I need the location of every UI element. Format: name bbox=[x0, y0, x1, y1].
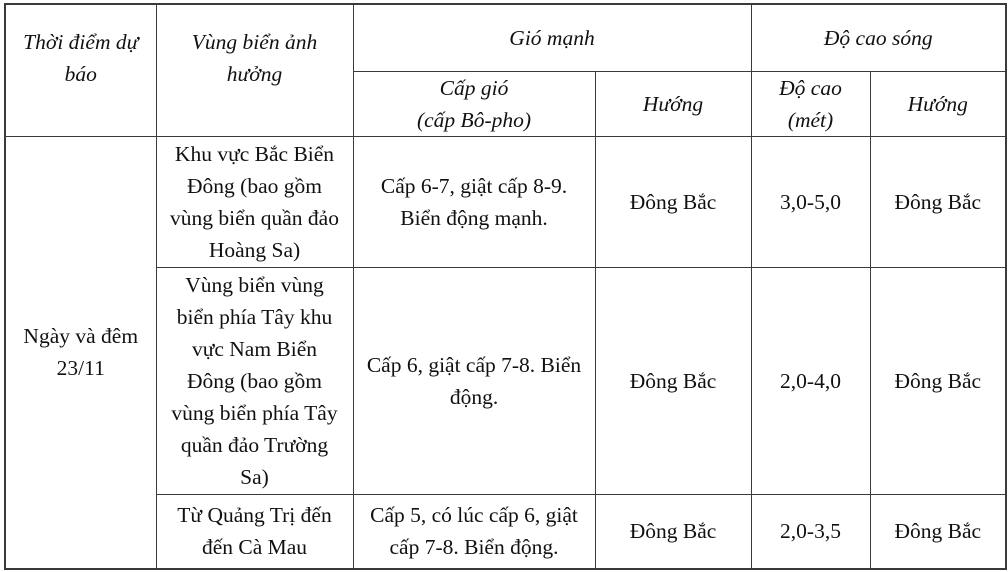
header-affected-sea-area bbox=[156, 4, 353, 136]
wind-level-cell bbox=[353, 494, 595, 569]
wave-direction-cell: Đông Bắc bbox=[870, 494, 1006, 569]
forecast-time-cell bbox=[5, 136, 156, 569]
table-row bbox=[5, 494, 1006, 569]
header-wind-level bbox=[353, 71, 595, 136]
area-line: Sa) bbox=[240, 464, 269, 489]
header-wind-level-line-1: Cấp gió bbox=[439, 75, 509, 100]
table-row bbox=[5, 267, 1006, 494]
wind-direction-cell: Đông Bắc bbox=[595, 136, 751, 267]
area-line: Đông (bao gồm bbox=[187, 368, 322, 393]
area-line: Đông (bao gồm bbox=[187, 173, 322, 198]
area-cell bbox=[156, 494, 353, 569]
marine-forecast-table bbox=[4, 3, 1007, 570]
area-line: Hoàng Sa) bbox=[208, 237, 301, 262]
header-affected-sea-area-line-2: hưởng bbox=[226, 62, 283, 87]
header-affected-sea-area-line-1: Vùng biển ảnh bbox=[191, 30, 318, 55]
wind-level-cell bbox=[353, 136, 595, 267]
forecast-time-line-1: Ngày và đêm bbox=[23, 324, 139, 349]
header-wave-height-group bbox=[751, 4, 1006, 71]
area-line: Vùng biển vùng bbox=[185, 272, 324, 297]
wave-height-cell: 2,0-3,5 bbox=[751, 494, 870, 569]
wind-level-line: Cấp 6-7, giật cấp 8-9. bbox=[380, 173, 568, 198]
header-strong-wind-label: Gió mạnh bbox=[509, 25, 595, 50]
wind-level-line: Cấp 6, giật cấp 7-8. Biển bbox=[366, 352, 582, 377]
header-wind-direction bbox=[595, 71, 751, 136]
header-wave-height bbox=[751, 71, 870, 136]
wind-level-line: động. bbox=[449, 384, 499, 409]
wave-direction-cell: Đông Bắc bbox=[870, 136, 1006, 267]
wave-direction-cell: Đông Bắc bbox=[870, 267, 1006, 494]
wind-level-line: Cấp 5, có lúc cấp 6, giật bbox=[370, 503, 578, 528]
wind-direction-cell: Đông Bắc bbox=[595, 494, 751, 569]
area-line: vùng biển quần đảo bbox=[170, 205, 339, 230]
header-wave-direction-label: Hướng bbox=[907, 91, 968, 116]
table-row bbox=[5, 136, 1006, 267]
area-line: vùng biển phía Tây bbox=[171, 400, 338, 425]
header-row-top bbox=[5, 4, 1006, 71]
area-line: biển phía Tây khu bbox=[176, 304, 333, 329]
header-forecast-time-line-2: báo bbox=[64, 62, 97, 87]
header-strong-wind bbox=[353, 4, 751, 71]
area-cell bbox=[156, 267, 353, 494]
header-wave-direction bbox=[870, 71, 1006, 136]
wind-level-line: cấp 7-8. Biển động. bbox=[389, 535, 559, 560]
area-line: đến Cà Mau bbox=[201, 535, 308, 560]
header-wind-direction-label: Hướng bbox=[642, 91, 704, 116]
area-line: Khu vực Bắc Biển bbox=[174, 141, 335, 166]
area-line: Từ Quảng Trị đến bbox=[177, 503, 332, 528]
header-wave-height-group-label: Độ cao sóng bbox=[823, 25, 933, 50]
area-line: vực Nam Biển bbox=[191, 336, 318, 361]
header-forecast-time bbox=[5, 4, 156, 136]
area-line: quần đảo Trường bbox=[180, 432, 329, 457]
area-cell bbox=[156, 136, 353, 267]
wave-height-cell: 3,0-5,0 bbox=[751, 136, 870, 267]
wind-level-cell bbox=[353, 267, 595, 494]
wind-level-line: Biển động mạnh. bbox=[400, 205, 548, 230]
forecast-time-line-2: 23/11 bbox=[56, 356, 105, 381]
wind-direction-cell: Đông Bắc bbox=[595, 267, 751, 494]
wave-height-cell: 2,0-4,0 bbox=[751, 267, 870, 494]
header-wind-level-line-2: (cấp Bô-pho) bbox=[416, 107, 532, 132]
header-forecast-time-line-1: Thời điểm dự bbox=[23, 30, 139, 55]
header-wave-height-line-1: Độ cao bbox=[779, 75, 842, 100]
header-wave-height-line-2: (mét) bbox=[787, 107, 834, 132]
